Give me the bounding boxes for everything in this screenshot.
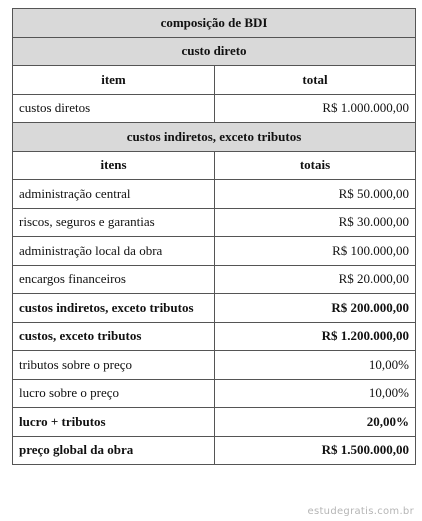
subtotal-row <box>13 322 416 351</box>
row-value: R$ 1.200.000,00 <box>215 322 416 351</box>
row-value: R$ 20.000,00 <box>215 265 416 294</box>
total-row <box>13 436 416 465</box>
row-label: administração central <box>13 180 215 209</box>
column-header-row <box>13 151 416 180</box>
table-title: composição de BDI <box>13 9 416 38</box>
row-label: lucro + tributos <box>13 408 215 437</box>
row-value: 20,00% <box>215 408 416 437</box>
row-label: custos, exceto tributos <box>13 322 215 351</box>
column-header-itens: itens <box>13 151 215 180</box>
table-row <box>13 351 416 380</box>
row-label: tributos sobre o preço <box>13 351 215 380</box>
subtotal-row <box>13 408 416 437</box>
column-header-total: total <box>215 66 416 95</box>
column-header-row <box>13 66 416 95</box>
row-value: R$ 1.500.000,00 <box>215 436 416 465</box>
row-value: 10,00% <box>215 351 416 380</box>
section-title-direct: custo direto <box>13 37 416 66</box>
table-row <box>13 180 416 209</box>
row-label: lucro sobre o preço <box>13 379 215 408</box>
watermark: estudegratis.com.br <box>307 506 414 517</box>
row-label: encargos financeiros <box>13 265 215 294</box>
bdi-table <box>12 8 416 465</box>
section-header-direct <box>13 37 416 66</box>
column-header-item: item <box>13 66 215 95</box>
row-value: R$ 50.000,00 <box>215 180 416 209</box>
row-label: riscos, seguros e garantias <box>13 208 215 237</box>
row-label: custos diretos <box>13 94 215 123</box>
row-label: custos indiretos, exceto tributos <box>13 294 215 323</box>
section-title-indirect: custos indiretos, exceto tributos <box>13 123 416 152</box>
table-row <box>13 379 416 408</box>
subtotal-row <box>13 294 416 323</box>
column-header-totais: totais <box>215 151 416 180</box>
table-row <box>13 208 416 237</box>
table-title-row <box>13 9 416 38</box>
section-header-indirect <box>13 123 416 152</box>
row-value: R$ 100.000,00 <box>215 237 416 266</box>
row-value: 10,00% <box>215 379 416 408</box>
row-label: preço global da obra <box>13 436 215 465</box>
table-row <box>13 237 416 266</box>
row-value: R$ 30.000,00 <box>215 208 416 237</box>
table-row <box>13 94 416 123</box>
row-label: administração local da obra <box>13 237 215 266</box>
table-row <box>13 265 416 294</box>
row-value: R$ 1.000.000,00 <box>215 94 416 123</box>
row-value: R$ 200.000,00 <box>215 294 416 323</box>
